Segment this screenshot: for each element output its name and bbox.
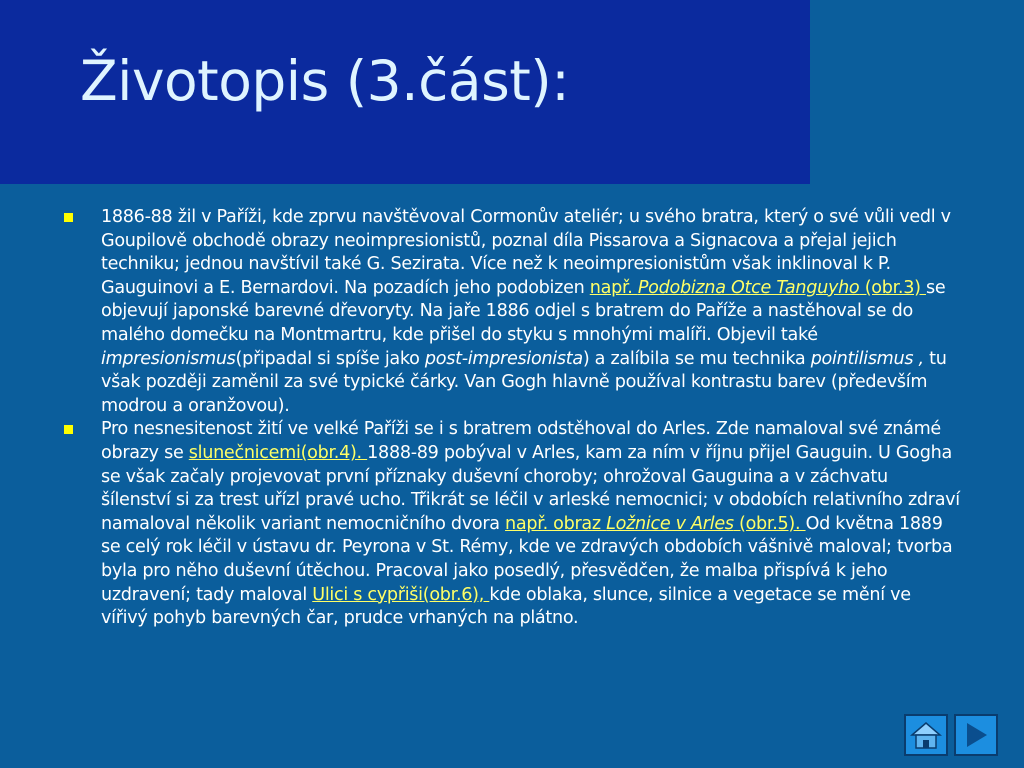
bullet-text (101, 206, 962, 418)
home-button[interactable] (904, 714, 948, 756)
text-run: (připadal si spíše jako (235, 348, 425, 369)
play-right-icon (956, 716, 996, 754)
link-text-italic: Ložnice v Arles (606, 513, 734, 534)
slide-content (62, 206, 962, 631)
text-run: Od května 1889 se celý rok léčil v ústavu dr. Peyrona v St. Rémy, kde ve zdravých obdobích vášnivě maloval; tvorba byla pro něho duševní útěchou. Pracoval jako posedlý, přesvědčen, že malba přispívá k jeho uzdravení; tady maloval (101, 513, 953, 605)
bullet-item (62, 206, 962, 418)
link-bedroom-arles[interactable] (505, 514, 806, 534)
link-text: (obr.5). (733, 513, 806, 534)
square-bullet-icon (64, 425, 73, 434)
link-portrait-tanguy[interactable] (590, 278, 926, 298)
link-text-italic: Podobizna Otce Tanguyho (637, 277, 860, 298)
slide-title: Životopis (3.část): (80, 49, 570, 113)
bullet-item (62, 418, 962, 630)
link-text: např. obraz (505, 513, 607, 534)
link-text: např. (589, 277, 638, 298)
italic-term: post-impresionista (424, 348, 583, 369)
italic-term: pointilismus , (810, 348, 924, 369)
text-run: 1886-88 žil v Paříži, kde zprvu navštěvoval Cormonův ateliér; u svého bratra, který o své vůli vedl v Goupilově obchodě obrazy neoimpresionistů, poznal díla Pissarova a Signacova a přejal jejich techniku; jednou navštívil také G. Sezirata. Více než k neoimpresionistům však inklinoval k P. Gauguinovi a E. Bernardovi. Na pozadích jeho podobizen (101, 207, 951, 298)
square-bullet-icon (64, 213, 73, 222)
link-text: (obr.3) (859, 277, 926, 298)
next-slide-button[interactable] (954, 714, 998, 756)
text-run: Pro nesnesitenost žití ve velké Paříži se i s bratrem odstěhoval do Arles. Zde namaloval své známé obrazy se (101, 419, 941, 463)
text-run: kde oblaka, slunce, silnice a vegetace se mění ve vířivý pohyb barevných čar, prudce vrhaných na plátno. (101, 584, 911, 629)
text-run: 1888-89 pobýval v Arles, kam za ním v říjnu přijel Gauguin. U Gogha se však začaly projevovat první příznaky duševní choroby; ohrožoval Gauguina a v záchvatu šílenství si za trest uřízl pravé ucho. Třikrát se léčil v arleské nemocnici; v obdobích relativního zdraví namaloval několik variant nemocničního dvora (101, 442, 960, 534)
italic-term: impresionismus (101, 348, 236, 369)
home-icon (906, 716, 946, 754)
text-run: se objevují japonské barevné dřevoryty. Na jaře 1886 odjel s bratrem do Paříže a nastěhoval se do malého domečku na Montmartru, kde přišel do styku s mnohými malíři. Objevil také (101, 277, 946, 345)
text-run: ) a zalíbila se mu technika (582, 348, 811, 369)
link-road-cypresses[interactable]: Ulici s cypřiši(obr.6), (312, 584, 490, 605)
link-sunflowers[interactable]: slunečnicemi(obr.4). (188, 442, 368, 463)
text-run: tu však později zaměnil za své typické čárky. Van Gogh hlavně používal kontrastu barev (především modrou a oranžovou). (101, 348, 947, 416)
bullet-text (101, 418, 962, 630)
